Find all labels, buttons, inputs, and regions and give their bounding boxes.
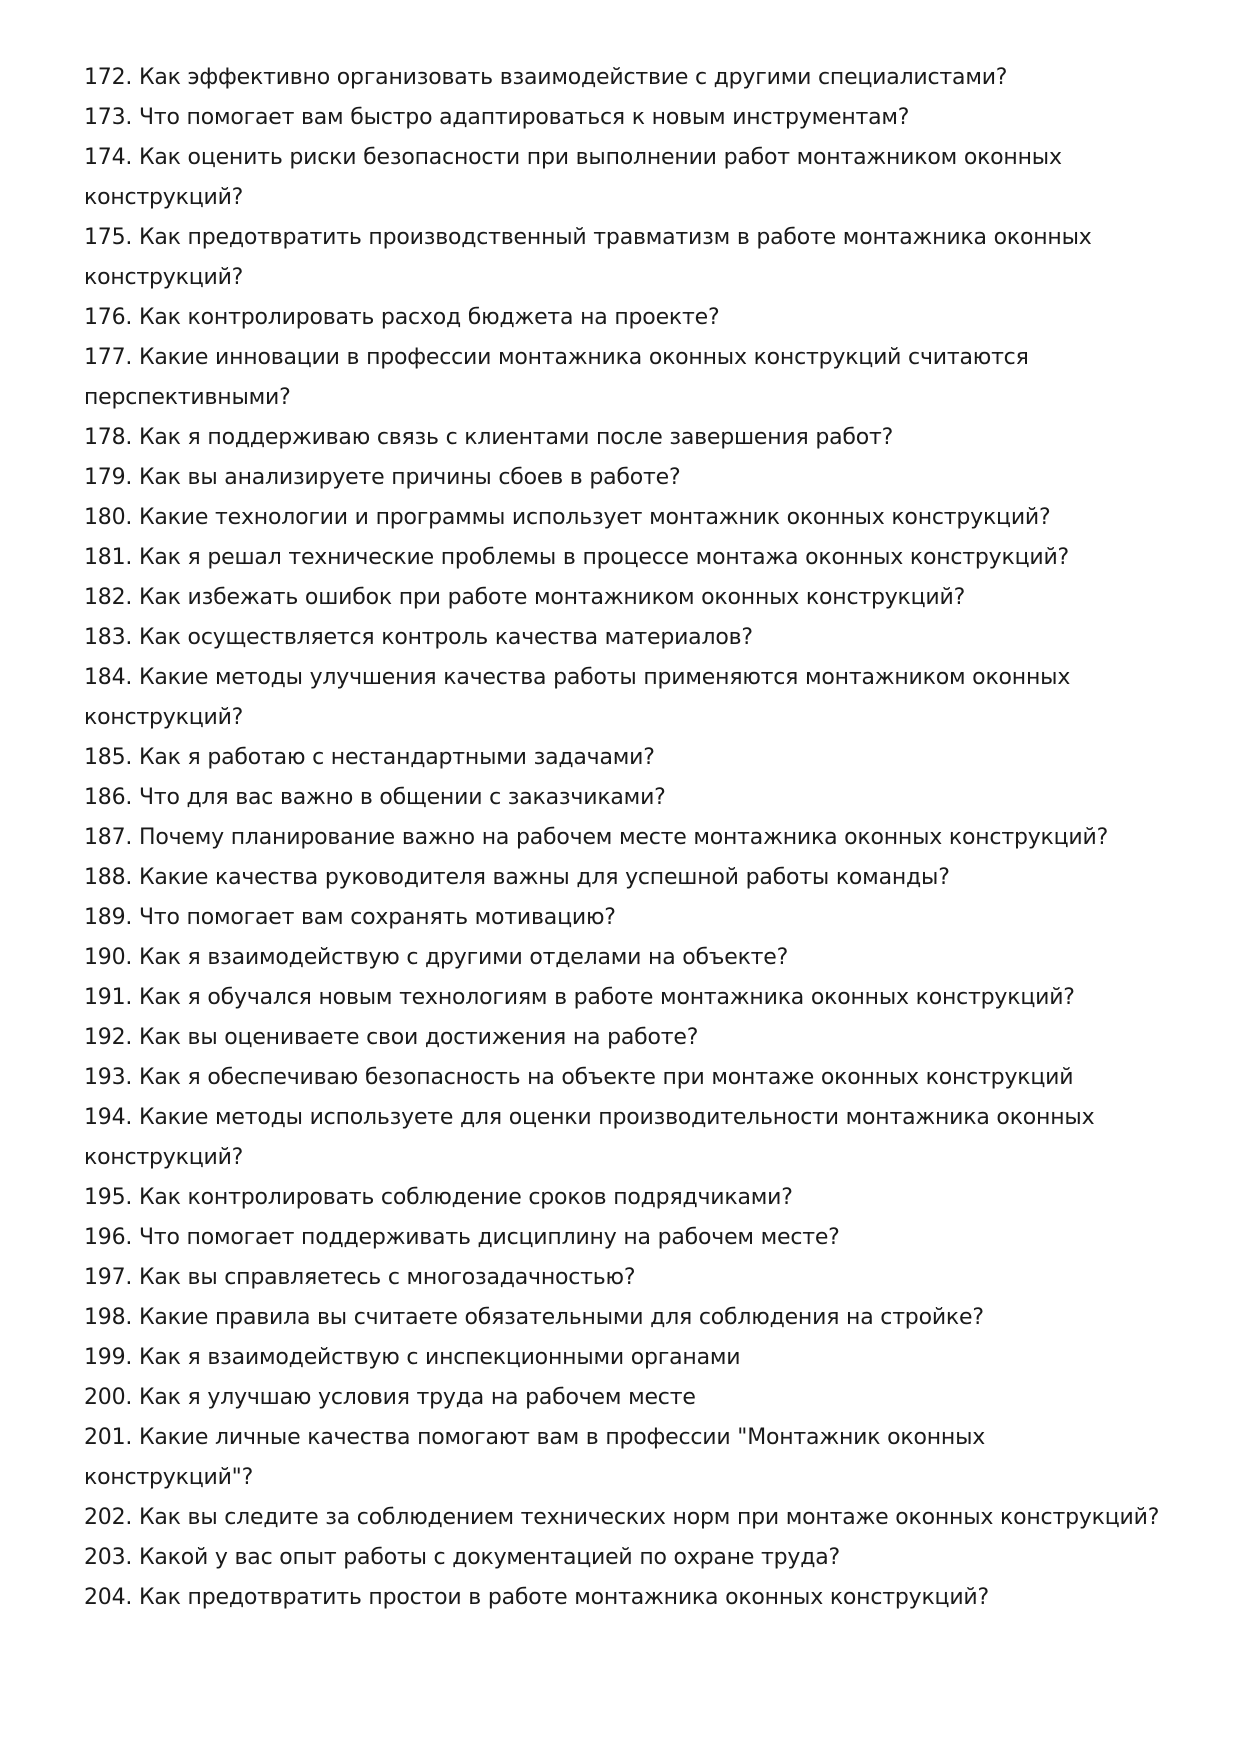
question-item — [84, 658, 1184, 738]
question-item — [84, 458, 1184, 498]
question-text-line: 180. Какие технологии и программы использует монтажник оконных конструкций? — [84, 505, 1051, 530]
question-text-line: 183. Как осуществляется контроль качества материалов? — [84, 625, 753, 650]
question-text-line: 192. Как вы оцениваете свои достижения на работе? — [84, 1025, 699, 1050]
question-text-line: 204. Как предотвратить простои в работе монтажника оконных конструкций? — [84, 1585, 989, 1610]
question-text-line: 173. Что помогает вам быстро адаптироваться к новым инструментам? — [84, 105, 910, 130]
question-item — [84, 938, 1184, 978]
question-text-line: 176. Как контролировать расход бюджета на проекте? — [84, 305, 720, 330]
question-item — [84, 978, 1184, 1018]
question-item — [84, 818, 1184, 858]
question-item — [84, 338, 1184, 418]
question-item — [84, 1418, 1184, 1498]
question-item — [84, 1058, 1184, 1098]
question-text-line: 181. Как я решал технические проблемы в процессе монтажа оконных конструкций? — [84, 545, 1070, 570]
question-item — [84, 1538, 1184, 1578]
question-item — [84, 1178, 1184, 1218]
question-item — [84, 578, 1184, 618]
question-text-line: 177. Какие инновации в профессии монтажника оконных конструкций считаются — [84, 345, 1029, 370]
question-text-line: конструкций? — [84, 705, 244, 730]
question-item — [84, 1298, 1184, 1338]
question-item — [84, 1098, 1184, 1178]
question-text-line: 198. Какие правила вы считаете обязательными для соблюдения на стройке? — [84, 1305, 984, 1330]
question-text-line: 186. Что для вас важно в общении с заказчиками? — [84, 785, 666, 810]
question-text-line: 185. Как я работаю с нестандартными задачами? — [84, 745, 655, 770]
question-text-line: 191. Как я обучался новым технологиям в работе монтажника оконных конструкций? — [84, 985, 1075, 1010]
question-text-line: 197. Как вы справляетесь с многозадачностью? — [84, 1265, 636, 1290]
question-list — [84, 58, 1184, 1618]
question-item — [84, 138, 1184, 218]
question-text-line: 194. Какие методы используете для оценки производительности монтажника оконных — [84, 1105, 1095, 1130]
question-item — [84, 538, 1184, 578]
question-text-line: 195. Как контролировать соблюдение сроков подрядчиками? — [84, 1185, 793, 1210]
question-text-line: 175. Как предотвратить производственный травматизм в работе монтажника оконных — [84, 225, 1092, 250]
question-text-line: 172. Как эффективно организовать взаимодействие с другими специалистами? — [84, 65, 1008, 90]
question-text-line: 174. Как оценить риски безопасности при выполнении работ монтажником оконных — [84, 145, 1062, 170]
question-text-line: 188. Какие качества руководителя важны для успешной работы команды? — [84, 865, 950, 890]
question-text-line: конструкций? — [84, 265, 244, 290]
question-item — [84, 1018, 1184, 1058]
question-item — [84, 1218, 1184, 1258]
question-item — [84, 418, 1184, 458]
question-item — [84, 738, 1184, 778]
question-text-line: 199. Как я взаимодействую с инспекционными органами — [84, 1345, 741, 1370]
question-item — [84, 58, 1184, 98]
question-item — [84, 218, 1184, 298]
question-text-line: 200. Как я улучшаю условия труда на рабочем месте — [84, 1385, 696, 1410]
question-text-line: 193. Как я обеспечиваю безопасность на объекте при монтаже оконных конструкций — [84, 1065, 1074, 1090]
question-text-line: 196. Что помогает поддерживать дисциплину на рабочем месте? — [84, 1225, 840, 1250]
question-item — [84, 1578, 1184, 1618]
question-item — [84, 298, 1184, 338]
question-text-line: 178. Как я поддерживаю связь с клиентами после завершения работ? — [84, 425, 894, 450]
question-text-line: конструкций? — [84, 1145, 244, 1170]
question-text-line: 184. Какие методы улучшения качества работы применяются монтажником оконных — [84, 665, 1071, 690]
question-text-line: конструкций? — [84, 185, 244, 210]
question-item — [84, 898, 1184, 938]
question-item — [84, 498, 1184, 538]
question-item — [84, 1378, 1184, 1418]
question-item — [84, 778, 1184, 818]
question-text-line: 201. Какие личные качества помогают вам в профессии "Монтажник оконных — [84, 1425, 986, 1450]
question-text-line: 187. Почему планирование важно на рабочем месте монтажника оконных конструкций? — [84, 825, 1109, 850]
question-item — [84, 858, 1184, 898]
question-text-line: 203. Какой у вас опыт работы с документацией по охране труда? — [84, 1545, 840, 1570]
question-text-line: 202. Как вы следите за соблюдением технических норм при монтаже оконных конструкций? — [84, 1505, 1160, 1530]
question-text-line: перспективными? — [84, 385, 291, 410]
question-item — [84, 1338, 1184, 1378]
question-item — [84, 618, 1184, 658]
question-item — [84, 98, 1184, 138]
question-text-line: 179. Как вы анализируете причины сбоев в работе? — [84, 465, 681, 490]
question-item — [84, 1258, 1184, 1298]
question-text-line: 190. Как я взаимодействую с другими отделами на объекте? — [84, 945, 789, 970]
question-item — [84, 1498, 1184, 1538]
question-text-line: 189. Что помогает вам сохранять мотивацию? — [84, 905, 616, 930]
question-text-line: конструкций"? — [84, 1465, 254, 1490]
question-text-line: 182. Как избежать ошибок при работе монтажником оконных конструкций? — [84, 585, 966, 610]
document-page — [84, 58, 1184, 1618]
